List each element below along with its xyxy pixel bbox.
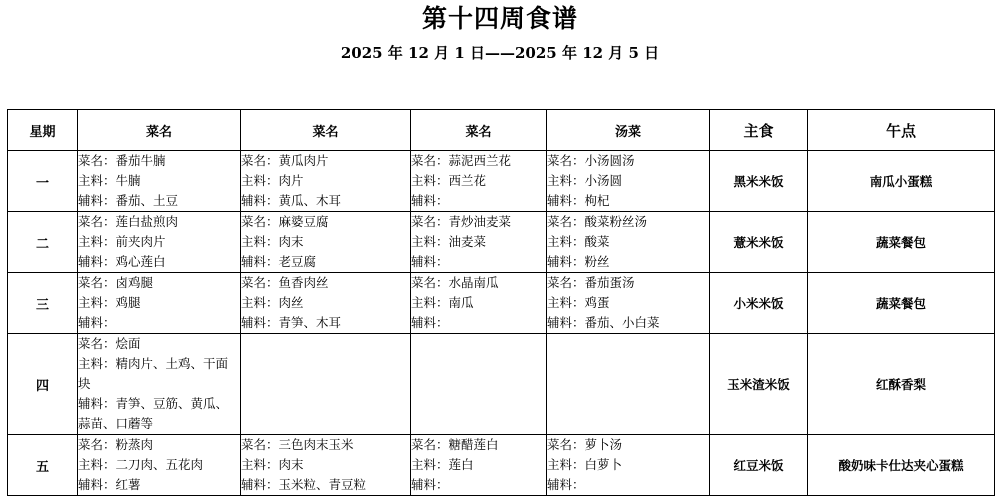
dish-name: 菜名：酸菜粉丝汤	[547, 214, 648, 229]
dish-1-cell	[78, 212, 241, 273]
header-dish-2: 菜名	[241, 110, 411, 151]
dish-1-cell	[78, 334, 241, 435]
dish-name: 菜名：萝卜汤	[547, 437, 623, 452]
dish-2-cell	[241, 273, 411, 334]
side-ingredient: 辅料：枸杞	[547, 193, 610, 208]
soup-cell	[547, 212, 710, 273]
header-dish-1: 菜名	[78, 110, 241, 151]
header-soup: 汤菜	[547, 110, 710, 151]
main-ingredient: 主料：牛腩	[78, 173, 141, 188]
day-cell: 二	[8, 212, 78, 273]
dish-name: 菜名：粉蒸肉	[78, 437, 154, 452]
side-ingredient: 辅料：粉丝	[547, 254, 610, 269]
staple-cell: 红豆米饭	[710, 435, 808, 496]
dish-name: 菜名：鱼香肉丝	[241, 275, 329, 290]
dish-name: 菜名：青炒油麦菜	[411, 214, 512, 229]
dish-1-cell	[78, 273, 241, 334]
dish-3-cell	[411, 435, 547, 496]
side-ingredient: 辅料：鸡心莲白	[78, 254, 166, 269]
dish-3-cell	[411, 212, 547, 273]
side-ingredient: 辅料：	[411, 315, 449, 330]
table-row	[8, 435, 995, 496]
dish-2-cell	[241, 334, 411, 435]
main-ingredient: 主料：鸡蛋	[547, 295, 610, 310]
main-ingredient: 主料：酸菜	[547, 234, 610, 249]
page-title: 第十四周食谱	[421, 4, 578, 33]
main-ingredient: 主料：肉末	[241, 234, 304, 249]
main-ingredient: 主料：南瓜	[411, 295, 474, 310]
date-range: 2025 年 12 月 1 日——2025 年 12 月 5 日	[340, 44, 660, 62]
snack-cell: 蔬菜餐包	[808, 273, 995, 334]
main-ingredient: 主料：肉片	[241, 173, 304, 188]
side-ingredient: 辅料：	[411, 193, 449, 208]
soup-cell	[547, 273, 710, 334]
main-ingredient: 主料：莲白	[411, 457, 474, 472]
snack-cell: 南瓜小蛋糕	[808, 151, 995, 212]
dish-name: 菜名：黄瓜肉片	[241, 153, 329, 168]
day-cell: 五	[8, 435, 78, 496]
staple-cell: 小米米饭	[710, 273, 808, 334]
staple-cell: 黑米米饭	[710, 151, 808, 212]
main-ingredient: 主料：鸡腿	[78, 295, 141, 310]
dish-name: 菜名：麻婆豆腐	[241, 214, 329, 229]
header-row	[8, 110, 995, 151]
table-row	[8, 334, 995, 435]
main-ingredient: 主料：油麦菜	[411, 234, 487, 249]
soup-cell	[547, 334, 710, 435]
snack-cell: 红酥香梨	[808, 334, 995, 435]
day-cell: 四	[8, 334, 78, 435]
dish-3-cell	[411, 273, 547, 334]
side-ingredient: 辅料：红薯	[78, 477, 141, 492]
dish-2-cell	[241, 435, 411, 496]
staple-cell: 薏米米饭	[710, 212, 808, 273]
main-ingredient: 主料：小汤圆	[547, 173, 623, 188]
side-ingredient: 辅料：玉米粒、青豆粒	[241, 477, 367, 492]
side-ingredient: 辅料：番茄、土豆	[78, 193, 179, 208]
side-ingredient: 辅料：番茄、小白菜	[547, 315, 660, 330]
side-ingredient: 辅料：	[411, 254, 449, 269]
main-ingredient: 主料：肉丝	[241, 295, 304, 310]
header-dish-3: 菜名	[411, 110, 547, 151]
dish-name: 菜名：小汤圆汤	[547, 153, 635, 168]
dish-name: 菜名：水晶南瓜	[411, 275, 499, 290]
header-staple: 主食	[710, 110, 808, 151]
side-ingredient: 辅料：	[547, 477, 585, 492]
soup-cell	[547, 151, 710, 212]
dish-name: 菜名：番茄蛋汤	[547, 275, 635, 290]
day-cell: 三	[8, 273, 78, 334]
staple-cell: 玉米渣米饭	[710, 334, 808, 435]
dish-name: 菜名：蒜泥西兰花	[411, 153, 512, 168]
side-ingredient: 辅料：青笋、木耳	[241, 315, 342, 330]
dish-name: 菜名：番茄牛腩	[78, 153, 166, 168]
main-ingredient: 主料：二刀肉、五花肉	[78, 457, 204, 472]
menu-table	[7, 109, 995, 496]
dish-name: 菜名：莲白盐煎肉	[78, 214, 179, 229]
dish-1-cell	[78, 435, 241, 496]
main-ingredient: 主料：精肉片、土鸡、干面块	[78, 356, 229, 391]
main-ingredient: 主料：肉末	[241, 457, 304, 472]
dish-name: 菜名：三色肉末玉米	[241, 437, 354, 452]
side-ingredient: 辅料：	[78, 315, 116, 330]
dish-name: 菜名：糖醋莲白	[411, 437, 499, 452]
side-ingredient: 辅料：黄瓜、木耳	[241, 193, 342, 208]
main-ingredient: 主料：西兰花	[411, 173, 487, 188]
side-ingredient: 辅料：青笋、豆筋、黄瓜、蒜苗、口蘑等	[78, 396, 229, 431]
table-row	[8, 212, 995, 273]
table-row	[8, 273, 995, 334]
side-ingredient: 辅料：老豆腐	[241, 254, 317, 269]
dish-name: 菜名：卤鸡腿	[78, 275, 154, 290]
main-ingredient: 主料：前夹肉片	[78, 234, 166, 249]
main-ingredient: 主料：白萝卜	[547, 457, 623, 472]
table-row	[8, 151, 995, 212]
header-day: 星期	[8, 110, 78, 151]
soup-cell	[547, 435, 710, 496]
dish-1-cell	[78, 151, 241, 212]
snack-cell: 蔬菜餐包	[808, 212, 995, 273]
dish-3-cell	[411, 151, 547, 212]
dish-name: 菜名：烩面	[78, 336, 141, 351]
snack-cell: 酸奶味卡仕达夹心蛋糕	[808, 435, 995, 496]
dish-2-cell	[241, 151, 411, 212]
side-ingredient: 辅料：	[411, 477, 449, 492]
dish-2-cell	[241, 212, 411, 273]
header-snack: 午点	[808, 110, 995, 151]
dish-3-cell	[411, 334, 547, 435]
day-cell: 一	[8, 151, 78, 212]
